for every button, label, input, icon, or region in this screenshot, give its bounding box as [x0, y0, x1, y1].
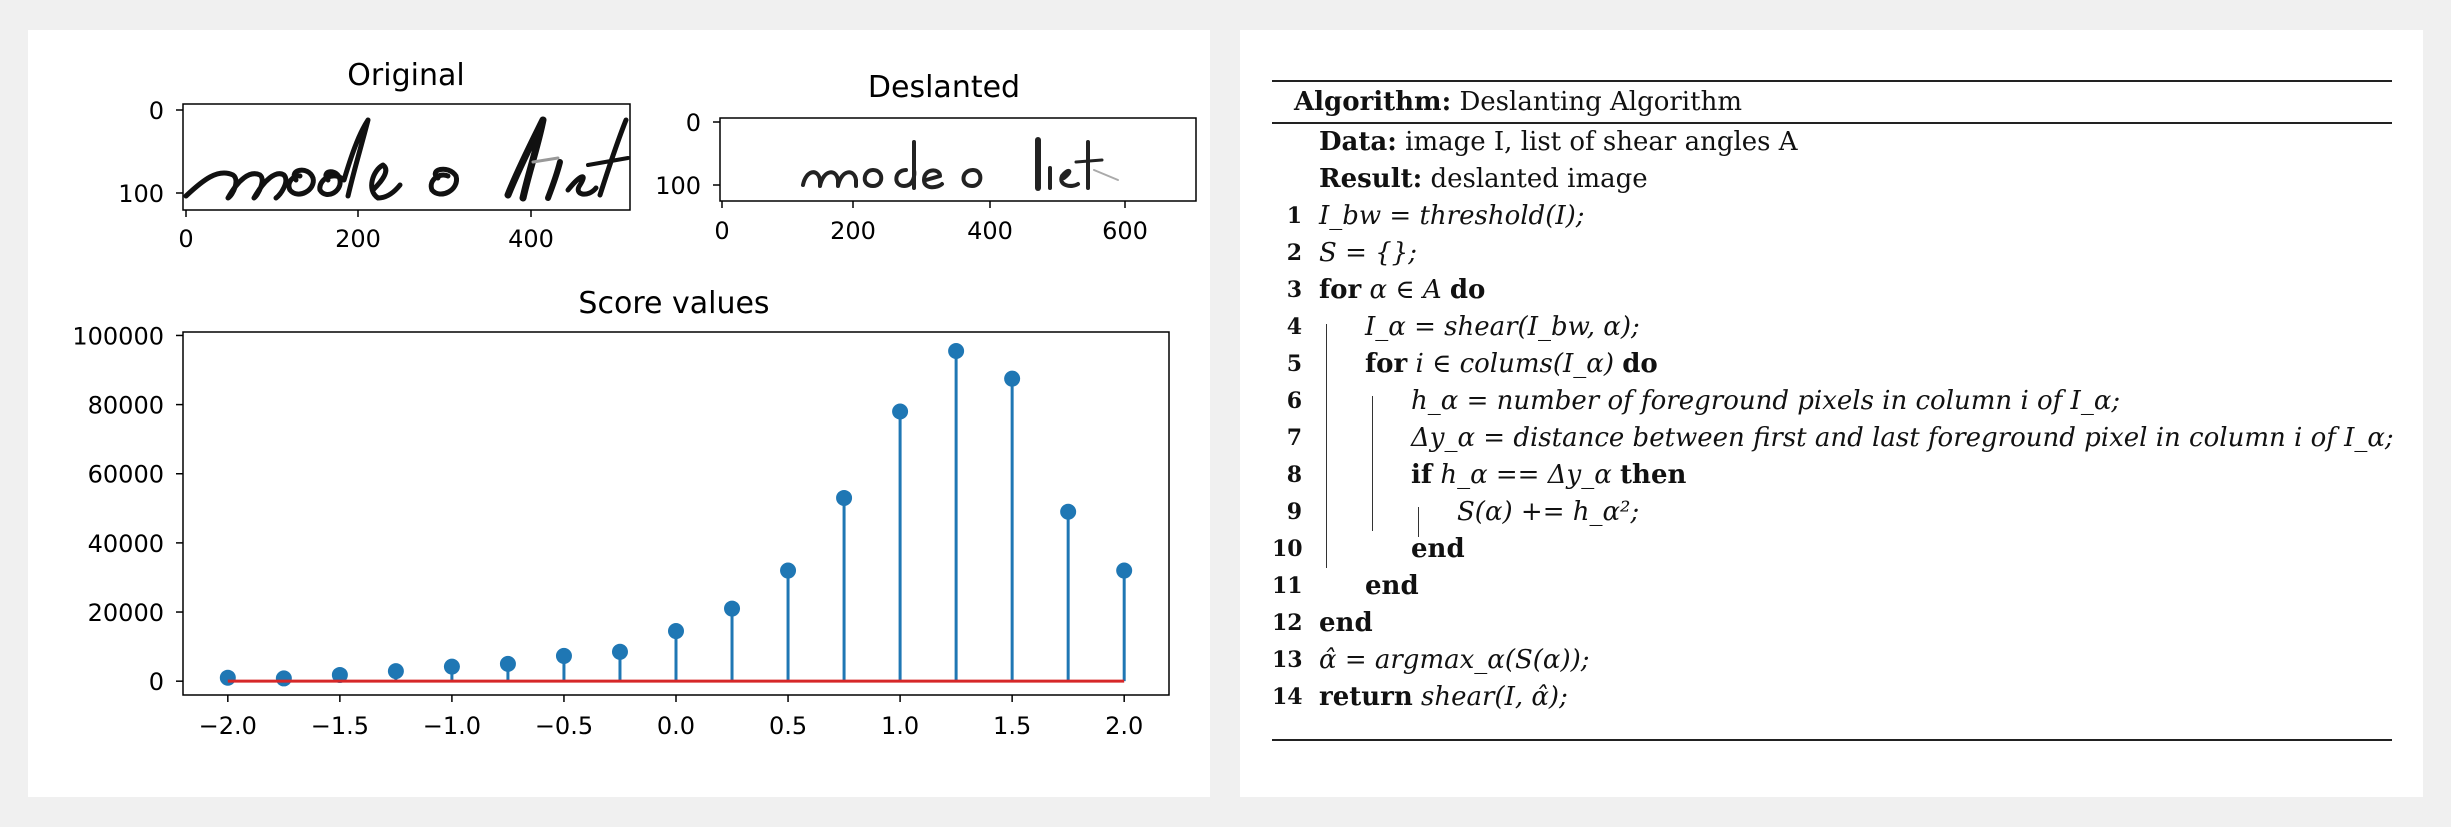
algorithm-caption — [1272, 82, 2392, 122]
line-text: S = {}; — [1319, 238, 1417, 268]
score-subplot — [72, 286, 1169, 740]
result-line-text — [1319, 161, 1648, 198]
y-tick-label: 60000 — [87, 460, 164, 489]
x-tick-label: −2.0 — [198, 712, 257, 740]
line-text: return shear(I, α̂); — [1319, 682, 1568, 712]
x-tick-label: 0.5 — [768, 712, 808, 740]
stem-marker — [220, 670, 236, 686]
line-text: for i ∈ colums(I_α) do — [1365, 349, 1658, 379]
original-xtick-label: 400 — [508, 225, 554, 253]
deslanted-ytick-label: 0 — [685, 109, 701, 137]
line-number: 10 — [1272, 536, 1303, 562]
y-tick-label: 100000 — [72, 322, 164, 351]
stem-marker — [444, 659, 460, 675]
deslanted-subplot — [655, 70, 1196, 245]
stem-marker — [1004, 371, 1020, 387]
algorithm-body — [1272, 124, 2392, 739]
line-text: Δy_α = distance between first and last foreground pixel in column i of I_α; — [1411, 423, 2394, 453]
stem-marker — [556, 648, 572, 664]
deslanted-xtick-label: 200 — [830, 217, 876, 245]
deslanted-title: Deslanted — [867, 70, 1021, 105]
figure-panel — [28, 30, 1210, 797]
line-number: 12 — [1272, 610, 1303, 636]
line-text: if h_α == Δy_α then — [1411, 460, 1687, 490]
algorithm-panel — [1240, 30, 2423, 797]
line-number: 7 — [1286, 425, 1302, 451]
x-tick-label: 0.0 — [656, 712, 696, 740]
data-label: Data: — [1319, 127, 1397, 157]
line-text: I_bw = threshold(I); — [1319, 201, 1585, 231]
stem-marker — [668, 623, 684, 639]
stem-marker — [948, 343, 964, 359]
line-number: 1 — [1286, 203, 1302, 229]
original-title: Original — [347, 58, 465, 93]
line-number: 11 — [1272, 573, 1303, 599]
line-text: end — [1319, 608, 1373, 638]
deslanted-xtick-label: 600 — [1102, 217, 1148, 245]
line-text: for α ∈ A do — [1319, 275, 1486, 305]
line-number: 8 — [1286, 462, 1302, 488]
deslanted-ytick-label: 100 — [655, 172, 701, 200]
stem-marker — [1060, 504, 1076, 520]
line-number: 13 — [1272, 647, 1303, 673]
y-tick-label: 0 — [148, 668, 164, 697]
stem-marker — [724, 601, 740, 617]
line-text: I_α = shear(I_bw, α); — [1365, 312, 1640, 342]
deslanted-image-frame — [720, 118, 1196, 201]
y-tick-label: 20000 — [87, 599, 164, 628]
result-text: deslanted image — [1430, 164, 1648, 194]
line-number: 9 — [1286, 499, 1302, 525]
line-text: h_α = number of foreground pixels in column i of I_α; — [1411, 386, 2121, 416]
algorithm-bottom-rule — [1272, 739, 2392, 741]
result-label: Result: — [1319, 164, 1423, 194]
x-tick-label: −1.5 — [310, 712, 370, 740]
original-image-frame — [183, 104, 630, 210]
stem-marker — [892, 404, 908, 420]
original-yticks — [118, 97, 183, 208]
deslanted-xtick-label: 0 — [714, 217, 730, 245]
original-xticks — [178, 210, 554, 253]
original-subplot — [118, 58, 630, 253]
algorithm-caption-title: Deslanting Algorithm — [1459, 87, 1742, 117]
original-ytick-label: 100 — [118, 180, 164, 208]
original-xtick-label: 200 — [335, 225, 381, 253]
algorithm-caption-label: Algorithm: — [1294, 87, 1452, 117]
line-number: 5 — [1286, 351, 1302, 377]
stem-marker — [836, 490, 852, 506]
for-loop-bar — [1326, 324, 1327, 568]
deslanted-xtick-label: 400 — [967, 217, 1013, 245]
deslanted-yticks — [655, 109, 720, 200]
data-line-text — [1319, 124, 1798, 161]
x-tick-label: 1.0 — [881, 712, 920, 740]
line-number: 4 — [1286, 314, 1302, 340]
line-text: α̂ = argmax_α(S(α)); — [1319, 645, 1590, 675]
stem-marker — [780, 563, 796, 579]
deslanted-xticks — [714, 201, 1148, 245]
x-tick-label: −1.0 — [422, 712, 482, 740]
stem-marker — [388, 663, 404, 679]
x-tick-label: −0.5 — [534, 712, 594, 740]
y-tick-label: 40000 — [87, 529, 164, 558]
stem-marker — [500, 656, 516, 672]
score-title: Score values — [578, 286, 770, 321]
line-text: end — [1365, 571, 1419, 601]
y-tick-label: 80000 — [87, 391, 164, 420]
data-text: image I, list of shear angles A — [1405, 127, 1798, 157]
inner-for-bar — [1372, 396, 1373, 531]
line-number: 6 — [1286, 388, 1302, 414]
x-tick-label: 1.5 — [993, 712, 1032, 740]
stem-marker — [1116, 563, 1132, 579]
original-ytick-label: 0 — [148, 97, 164, 125]
line-number: 14 — [1272, 684, 1303, 710]
stem-marker — [612, 644, 628, 660]
figure-svg — [28, 30, 1210, 797]
line-text: end — [1411, 534, 1465, 564]
original-xtick-label: 0 — [178, 225, 194, 253]
line-text: S(α) += h_α²; — [1457, 497, 1640, 527]
if-bar — [1418, 507, 1419, 537]
algorithm-box — [1272, 80, 2392, 741]
line-number: 2 — [1286, 240, 1302, 266]
stem-marker — [276, 670, 292, 686]
line-number: 3 — [1286, 277, 1302, 303]
x-tick-label: 2.0 — [1105, 712, 1144, 740]
